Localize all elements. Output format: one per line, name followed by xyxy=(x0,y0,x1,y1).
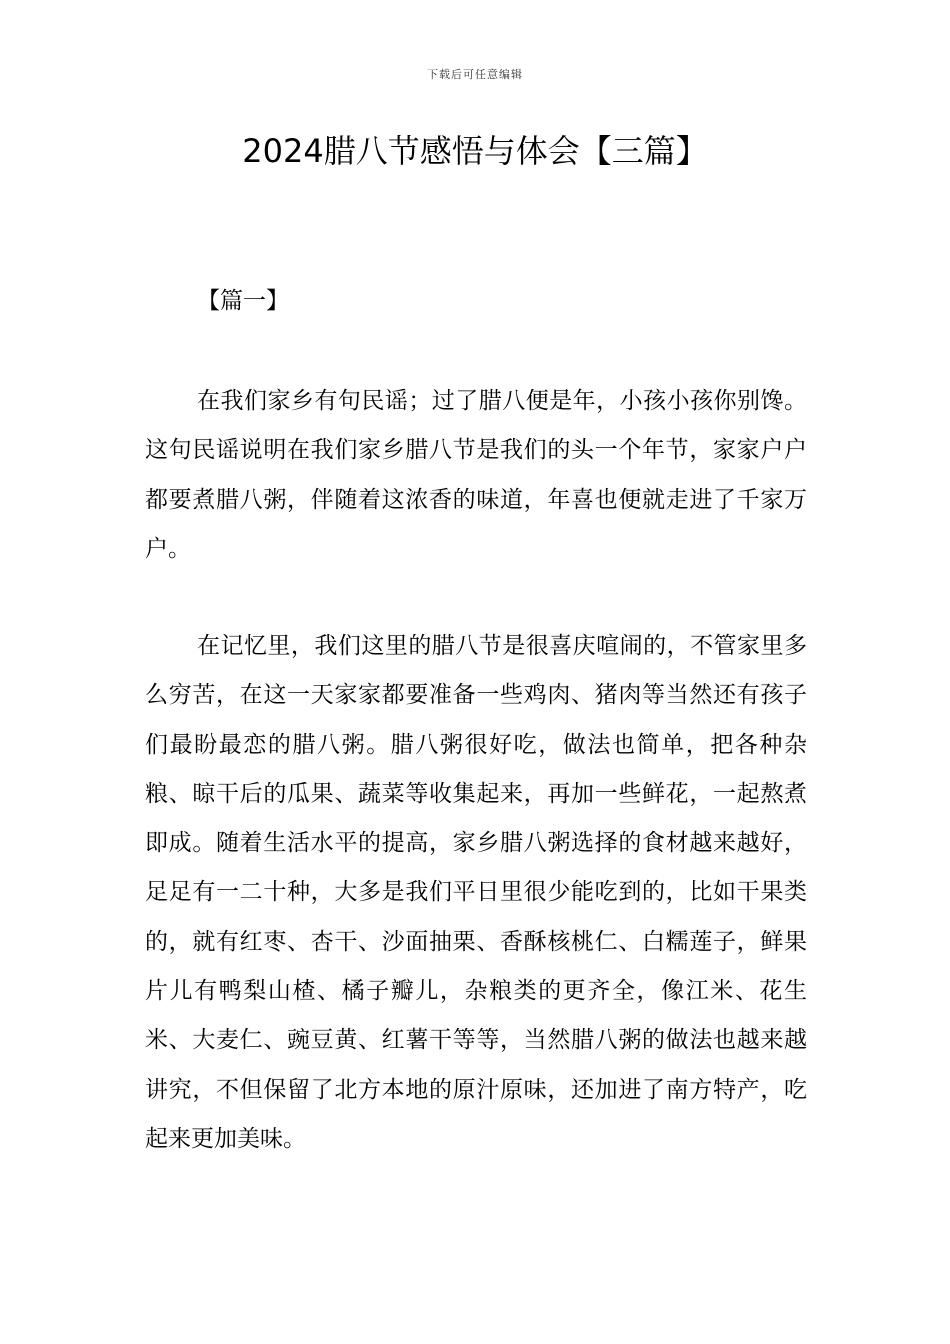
paragraph: 在记忆里，我们这里的腊八节是很喜庆喧闹的，不管家里多么穷苦，在这一天家家都要准备一些鸡肉、猪肉等当然还有孩子们最盼最恋的腊八粥。腊八粥很好吃，做法也简单，把各种杂粮、晾干后的瓜果、蔬菜等收集起来，再加一些鲜花，一起熬煮即成。随着生活水平的提高，家乡腊八粥选择的食材越来越好，足足有一二十种，大多是我们平日里很少能吃到的，比如干果类的，就有红枣、杏干、沙面抽栗、香酥核桃仁、白糯莲子，鲜果片儿有鸭梨山楂、橘子瓣儿，杂粮类的更齐全，像江米、花生米、大麦仁、豌豆黄、红薯干等等，当然腊八粥的做法也越来越讲究，不但保留了北方本地的原汁原味，还加进了南方特产，吃起来更加美味。 xyxy=(145,633,807,1152)
paragraph: 在我们家乡有句民谣；过了腊八便是年，小孩小孩你别馋。这句民谣说明在我们家乡腊八节是我们的头一个年节，家家户户都要煮腊八粥，伴随着这浓香的味道，年喜也便就走进了千家万户。 xyxy=(145,388,807,562)
document-title: 2024腊八节感悟与体会【三篇】 xyxy=(242,132,708,170)
section-label: 【篇一】 xyxy=(197,288,289,314)
header-note: 下载后可任意编辑 xyxy=(427,68,523,81)
